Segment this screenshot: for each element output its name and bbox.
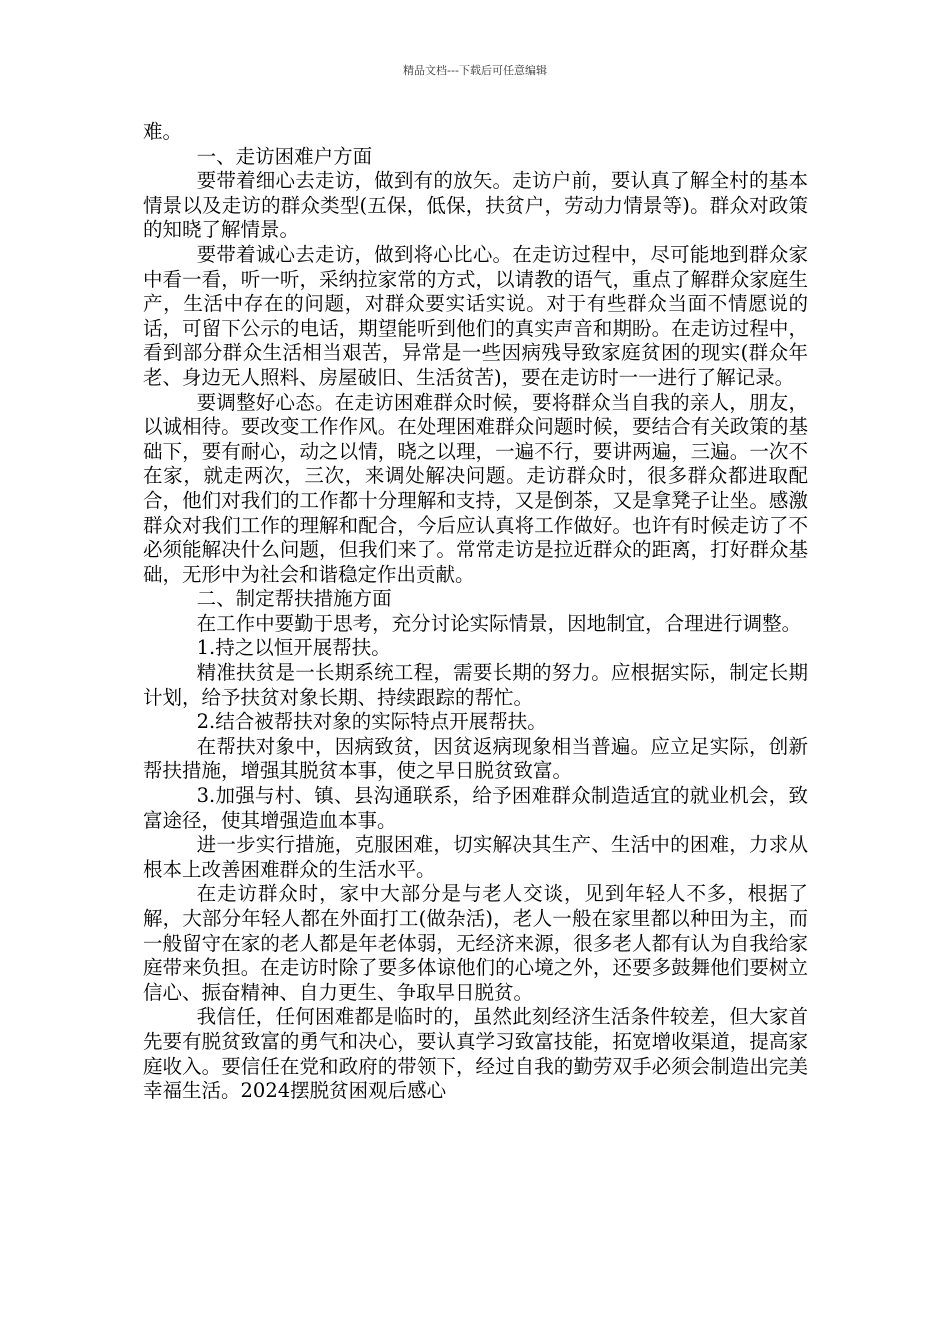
section-heading-1: 一、走访困难户方面 (196, 144, 373, 168)
paragraph: 要调整好心态。在走访困难群众时候，要将群众当自我的亲人，朋友，以诚相待。要改变工作作风。在处理困难群众问题时候，要结合有关政策的基础下，要有耐心，动之以情，晓之以理，一遍不行，要讲两遍，三遍。一次不在家，就走两次，三次，来调处解决问题。走访群众时，很多群众都进取配合，他们对我们的工作都十分理解和支持，又是倒茶，又是拿凳子让坐。感激群众对我们工作的理解和配合，今后应认真将工作做好。也许有时候走访了不必须能解决什么问题，但我们来了。常常走访是拉近群众的距离，打好群众基础，无形中为社会和谐稳定作出贡献。 (143, 390, 808, 586)
paragraph: 要带着细心去走访，做到有的放矢。走访户前，要认真了解全村的基本情景以及走访的群众类型(五保，低保，扶贫户，劳动力情景等)。群众对政策的知晓了解情景。 (143, 169, 808, 242)
document-body (143, 120, 808, 1104)
section-heading-2: 二、制定帮扶措施方面 (196, 587, 392, 611)
paragraph: 在走访群众时，家中大部分是与老人交谈，见到年轻人不多，根据了解，大部分年轻人都在外面打工(做杂活)，老人一般在家里都以种田为主，而一般留守在家的老人都是年老体弱，无经济来源，很多老人都有认为自我给家庭带来负担。在走访时除了要多体谅他们的心境之外，还要多鼓舞他们要树立信心、振奋精神、自力更生、争取早日脱贫。 (143, 882, 808, 1004)
list-item-heading-1: 1.持之以恒开展帮扶。 (196, 636, 391, 660)
paragraph: 精准扶贫是一长期系统工程，需要长期的努力。应根据实际，制定长期计划，给予扶贫对象长期、持续跟踪的帮忙。 (143, 661, 808, 709)
paragraph-continuation: 难。 (143, 120, 183, 143)
list-item-heading-3: 3.加强与村、镇、县沟通联系，给予困难群众制造适宜的就业机会，致富途径，使其增强造血本事。 (143, 784, 808, 832)
paragraph: 进一步实行措施，克服困难，切实解决其生产、生活中的困难，力求从根本上改善困难群众的生活水平。 (143, 833, 808, 881)
list-item-heading-2: 2.结合被帮扶对象的实际特点开展帮扶。 (196, 710, 547, 734)
paragraph: 要带着诚心去走访，做到将心比心。在走访过程中，尽可能地到群众家中看一看，听一听，采纳拉家常的方式，以请教的语气，重点了解群众家庭生产，生活中存在的问题，对群众要实话实说。对于有些群众当面不情愿说的话，可留下公示的电话，期望能听到他们的真实声音和期盼。在走访过程中，看到部分群众生活相当艰苦，异常是一些因病残导致家庭贫困的现实(群众年老、身边无人照料、房屋破旧、生活贫苦)，要在走访时一一进行了解记录。 (143, 242, 808, 389)
paragraph: 我信任，任何困难都是临时的，虽然此刻经济生活条件较差，但大家首先要有脱贫致富的勇气和决心，要认真学习致富技能，拓宽增收渠道，提高家庭收入。要信任在党和政府的带领下，经过自我的勤劳双手必须会制造出完美幸福生活。2024摆脱贫困观后感心 (143, 1005, 808, 1103)
paragraph: 在帮扶对象中，因病致贫，因贫返病现象相当普遍。应立足实际，创新帮扶措施，增强其脱贫本事，使之早日脱贫致富。 (143, 734, 808, 783)
page-header: 精品文档---下载后可任意编辑 (403, 64, 547, 77)
paragraph: 在工作中要勤于思考，充分讨论实际情景，因地制宜，合理进行调整。 (196, 611, 802, 635)
